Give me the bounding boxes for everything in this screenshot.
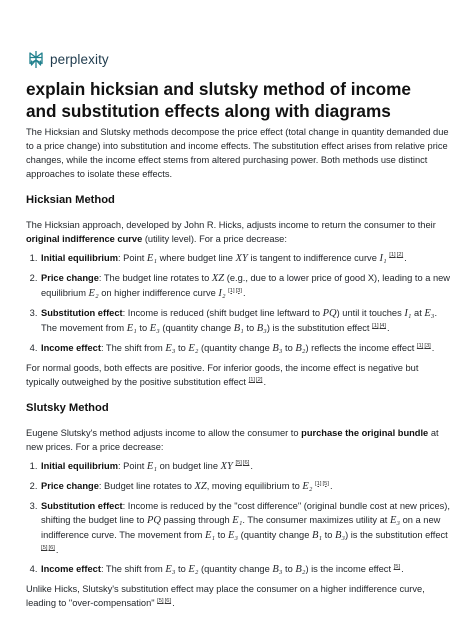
list-item: 2. Price change: Budget line rotates to XZ, moving equilibrium to E₂ [1][5]. [40,479,452,494]
slutsky-closing: Unlike Hicks, Slutsky's substitution effect may place the consumer on a higher indifference curve, leading to "over-compensation" [5][6]. [26,584,425,609]
list-item: 3. Substitution effect: Income is reduced (shift budget line leftward to PQ) until it touches I₁ at E₃. The movement from E₁ to E₃ (quantity change B₁ to B₃) is the substitution effect [1][4]. [40,306,452,336]
brand-name: perplexity [50,52,109,67]
citation-number[interactable]: [5] [41,544,48,551]
citation-number[interactable]: [4] [379,322,387,329]
citation-number[interactable]: [1] [228,287,235,294]
slutsky-description: Eugene Slutsky's method adjusts income to allow the consumer to purchase the original bundle at new prices. For a price decrease: [26,428,439,453]
list-item: 4. Income effect: The shift from E₃ to E₂ (quantity change B₃ to B₂) is the income effect [5]. [40,562,452,577]
list-item: 1. Initial equilibrium: Point E₁ on budget line XY [5][6]. [40,459,452,474]
citation-number[interactable]: [5] [235,460,242,467]
citation-number[interactable]: [5] [393,563,401,570]
citation-number[interactable]: [5] [322,480,329,487]
citation-link[interactable] [228,288,243,294]
citation-number[interactable]: [1] [248,377,256,384]
citation-number[interactable]: [6] [48,544,55,551]
hicksian-closing: For normal goods, both effects are positive. For inferior goods, the income effect is negative but typically outweighed by the positive substitution effect [1][2]. [26,363,419,388]
slutsky-steps-list [26,459,452,578]
hicksian-description: The Hicksian approach, developed by John R. Hicks, adjusts income to return the consumer to their original indifference curve (utility level). For a price decrease: [26,220,436,245]
citation-number[interactable]: [2] [396,252,404,259]
citation-number[interactable]: [5] [157,598,164,605]
intro-paragraph: The Hicksian and Slutsky methods decompose the price effect (total change in quantity demanded due to a price change) into substitution and income effects. The substitution effect arises from relative price changes, while the income effect stems from altered purchasing power. Both methods use distinct approaches to isolate these effects. [26,127,449,180]
answer-body [26,125,452,610]
citation-link[interactable] [249,377,264,383]
list-item: 1. Initial equilibrium: Point E₁ where budget line XY is tangent to indifference curve I₁ [1][2]. [40,251,452,266]
citation-link[interactable] [235,460,250,466]
citation-number[interactable]: [1] [315,480,322,487]
citation-number[interactable]: [6] [242,460,250,467]
page-title: explain hicksian and slutsky method of income and substitution effects along with diagrams [26,79,411,121]
citation-number[interactable]: [1] [372,322,379,329]
hicksian-heading: Hicksian Method [26,194,115,207]
citation-link[interactable] [417,343,432,349]
brand-header [27,50,109,69]
perplexity-logo-icon [27,50,45,69]
citation-link[interactable] [394,564,401,570]
slutsky-heading: Slutsky Method [26,402,109,415]
list-item: 3. Substitution effect: Income is reduced by the "cost difference" (original bundle cost at new prices), shifting the budget line to PQ passing through E₁. The consumer maximizes utility at E₃ on a new indifference curve. The movement from E₁ to E₃ (quantity change B₁ to B₃) is the substitution effect [5][6]. [40,499,452,557]
citation-number[interactable]: [2] [256,377,263,384]
citation-number[interactable]: [3] [235,287,243,294]
hicksian-steps-list [26,251,452,357]
list-item: 2. Price change: The budget line rotates to XZ (e.g., due to a lower price of good X), leading to a new equilibrium E₂ on higher indifference curve I₂ [1][3]. [40,271,452,301]
citation-link[interactable] [372,323,387,329]
citation-link[interactable] [157,598,172,604]
citation-number[interactable]: [1] [389,252,396,259]
citation-number[interactable]: [6] [164,598,172,605]
citation-link[interactable] [41,545,56,551]
citation-number[interactable]: [3] [424,342,431,349]
list-item: 4. Income effect: The shift from E₃ to E₂ (quantity change B₃ to B₂) reflects the income effect [1][3]. [40,341,452,356]
citation-number[interactable]: [1] [416,342,424,349]
citation-link[interactable] [315,481,330,487]
citation-link[interactable] [389,252,404,258]
